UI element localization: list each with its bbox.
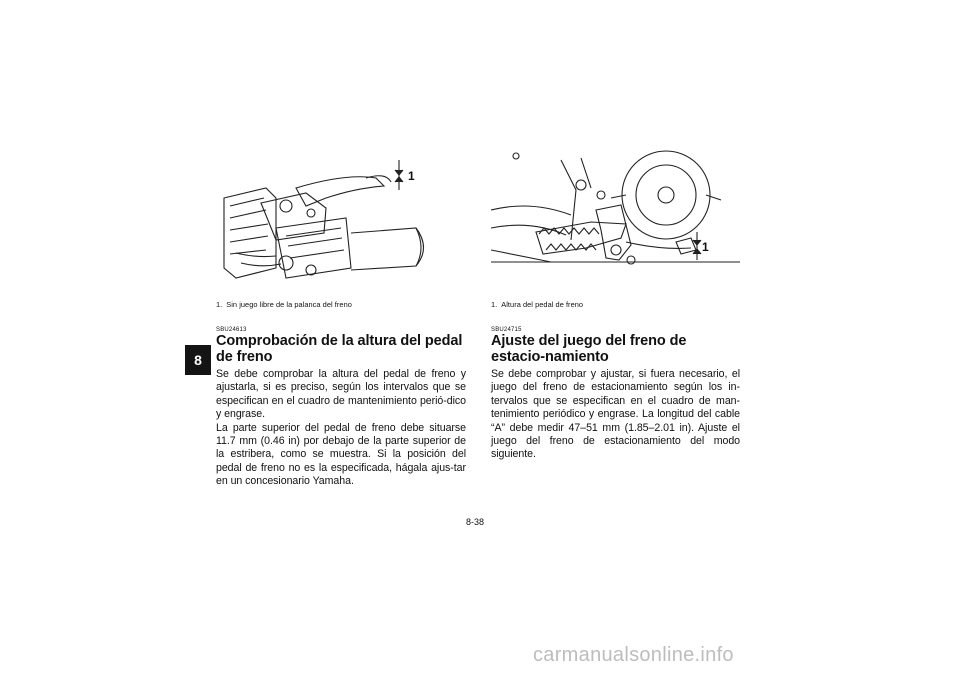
watermark: carmanualsonline.info: [533, 644, 734, 666]
brake-lever-illustration: [216, 158, 466, 298]
page-number: 8-38: [466, 517, 485, 527]
section-heading: Ajuste del juego del freno de estacio-namiento: [491, 333, 687, 365]
body-paragraph: Se debe comprobar y ajustar, si fuera necesario, el juego del freno de estacionamiento según los in-tervalos que se especifican en el cuadro de man-tenimiento periódico y engrase. La longitud del cable “A” debe medir 47–51 mm (1.85–2.01 in). Ajuste el juego del freno de estacionamiento del modo siguiente.: [491, 368, 740, 461]
section-heading: Comprobación de la altura del pedal de freno: [216, 333, 463, 365]
figure-caption: [216, 300, 466, 309]
section-code: SBU24613: [216, 327, 247, 333]
body-paragraph: Se debe comprobar la altura del pedal de freno y ajustarla, si es preciso, según los intervalos que se especifican en el cuadro de mantenimiento perió-dico y engrase.: [216, 368, 466, 421]
caption-number: 1.: [491, 300, 498, 309]
brake-pedal-figure: [491, 150, 740, 298]
section-code: SBU24715: [491, 327, 522, 333]
caption-text: Altura del pedal de freno: [501, 300, 584, 309]
right-column: [491, 150, 740, 462]
brake-pedal-illustration: [491, 150, 740, 268]
figure-callout-1: 1: [408, 169, 415, 183]
body-paragraph: La parte superior del pedal de freno debe situarse 11.7 mm (0.46 in) por debajo de la parte superior de la estribera, como se muestra. Si la posición del pedal de freno no es la especificada, hágala ajus-tar en un concesionario Yamaha.: [216, 421, 466, 488]
figure-callout-1: 1: [702, 240, 709, 254]
chapter-tab: 8: [185, 345, 211, 375]
caption-text: Sin juego libre de la palanca del freno: [226, 300, 352, 309]
figure-caption: [491, 300, 740, 309]
caption-number: 1.: [216, 300, 223, 309]
brake-lever-figure: [216, 158, 466, 298]
left-column: [216, 158, 466, 489]
